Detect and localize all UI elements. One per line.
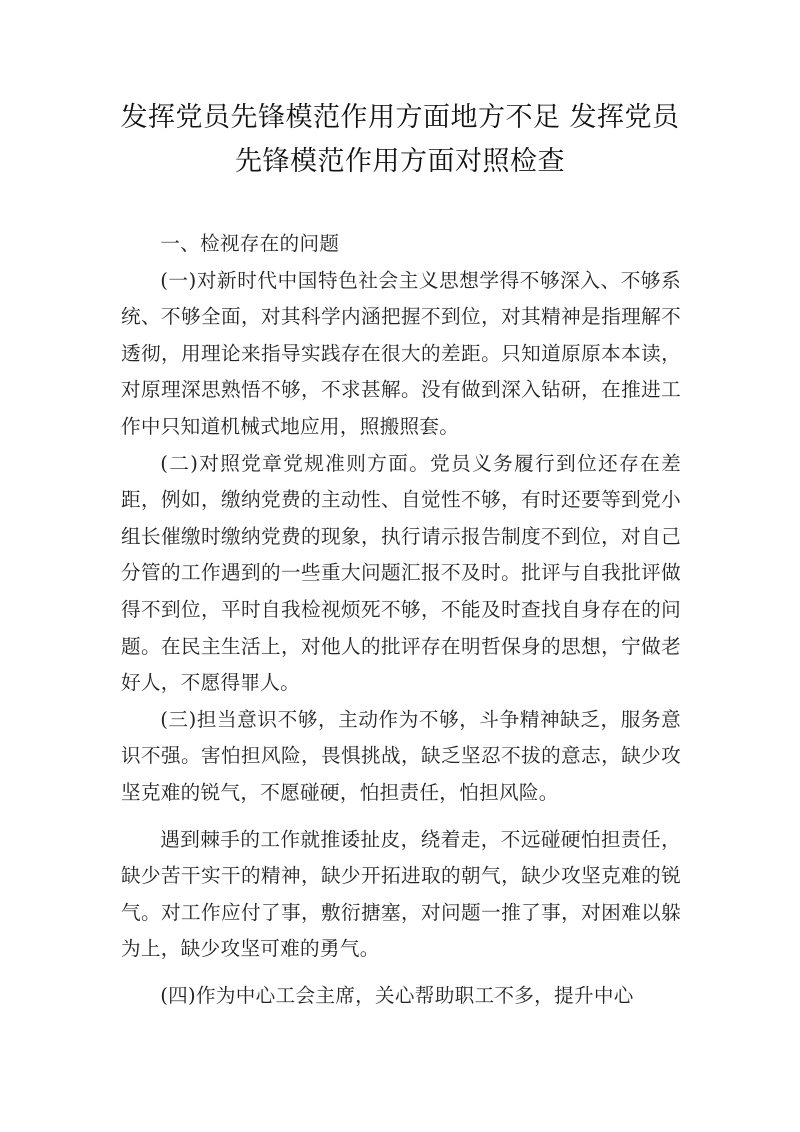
- paragraph-1: (一)对新时代中国特色社会主义思想学得不够深入、不够系统、不够全面，对其科学内涵把握不到位，对其精神是指理解不透彻，用理论来指导实践存在很大的差距。只知道原原本本读，对原理深思熟悟不够，不求甚解。没有做到深入钻研，在推进工作中只知道机械式地应用，照搬照套。: [121, 268, 681, 438]
- paragraph-3: (三)担当意识不够，主动作为不够，斗争精神缺乏，服务意识不强。害怕担风险，畏惧挑战，缺乏坚忍不拔的意志，缺少攻坚克难的锐气，不愿碰硬，怕担责任，怕担风险。: [121, 707, 681, 804]
- section-heading: 一、检视存在的问题: [160, 232, 340, 255]
- paragraph-4: 遇到棘手的工作就推诿扯皮，绕着走，不远碰硬怕担责任，缺少苦干实干的精神，缺少开拓进取的朝气，缺少攻坚克难的锐气。对工作应付了事，敷衍搪塞，对问题一推了事，对困难以躲为上，缺少攻坚可难的勇气。: [121, 827, 681, 961]
- paragraph-2: (二)对照党章党规准则方面。党员义务履行到位还存在差距，例如，缴纳党费的主动性、自觉性不够，有时还要等到党小组长催缴时缴纳党费的现象，执行请示报告制度不到位，对自己分管的工作遇到的一些重大问题汇报不及时。批评与自我批评做得不到位，平时自我检视烦死不够，不能及时查找自身存在的问题。在民主生活上，对他人的批评存在明哲保身的思想，宁做老好人，不愿得罪人。: [121, 451, 681, 695]
- paragraph-5: (四)作为中心工会主席，关心帮助职工不多，提升中心: [160, 983, 634, 1007]
- document-body: [121, 226, 681, 1014]
- document-title: 发挥党员先锋模范作用方面地方不足 发挥党员先锋模范作用方面对照检查: [120, 102, 680, 177]
